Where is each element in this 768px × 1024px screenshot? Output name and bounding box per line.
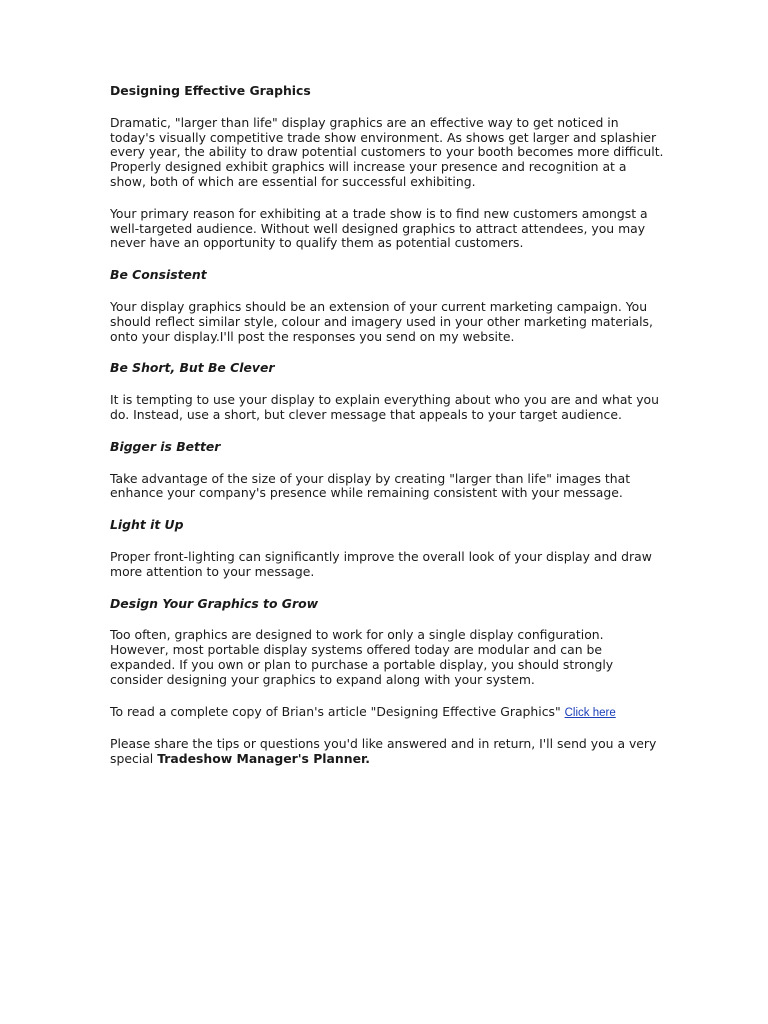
closing-paragraph: [110, 737, 666, 767]
planner-name: Tradeshow Manager's Planner.: [157, 751, 371, 767]
read-more-paragraph: [110, 705, 666, 721]
section-body-short-clever: It is tempting to use your display to explain everything about who you are and what you do. Instead, use a short, but clever message that appeals to your target audience.: [110, 392, 659, 422]
document-title: Designing Effective Graphics: [110, 83, 311, 98]
section-body-bigger-better: Take advantage of the size of your display by creating "larger than life" images that enhance your company's presence while remaining consistent with your message.: [110, 470, 631, 501]
section-heading-short-clever: Be Short, But Be Clever: [110, 360, 275, 376]
section-heading-grow: Design Your Graphics to Grow: [110, 595, 319, 611]
section-body-consistent: Your display graphics should be an extension of your current marketing campaign. You should reflect similar style, colour and imagery used in your other marketing materials, onto your display.I'll post the responses you send on my website.: [110, 298, 653, 344]
section-body-light-it-up: Proper front-lighting can significantly improve the overall look of your display and draw more attention to your message.: [110, 548, 652, 579]
read-more-text: To read a complete copy of Brian's article "Designing Effective Graphics": [110, 703, 565, 719]
section-heading-light-it-up: Light it Up: [110, 517, 184, 533]
section-heading-bigger-better: Bigger is Better: [110, 438, 221, 454]
section-body-grow: Too often, graphics are designed to work for only a single display configuration. However, most portable display systems offered today are modular and can be expanded. If you own or plan to purchase a portable display, you should strongly consider designing your graphics to expand along with your system.: [110, 627, 614, 687]
closing-text: Please share the tips or questions you'd like answered and in return, I'll send you a very special: [110, 736, 657, 767]
section-heading-consistent: Be Consistent: [110, 267, 207, 283]
document-body: [110, 84, 666, 784]
intro-paragraph-1: Dramatic, "larger than life" display graphics are an effective way to get noticed in today's visually competitive trade show environment. As shows get larger and splashier every year, the ability to draw potential customers to your booth becomes more difficult. Properly designed exhibit graphics will increase your presence and recognition at a show, both of which are essential for successful exhibiting.: [110, 114, 664, 189]
intro-paragraph-2: Your primary reason for exhibiting at a trade show is to find new customers amongst a well-targeted audience. Without well designed graphics to attract attendees, you may never have an opportunity to qualify them as potential customers.: [110, 205, 648, 251]
click-here-link[interactable]: Click here: [564, 706, 616, 719]
